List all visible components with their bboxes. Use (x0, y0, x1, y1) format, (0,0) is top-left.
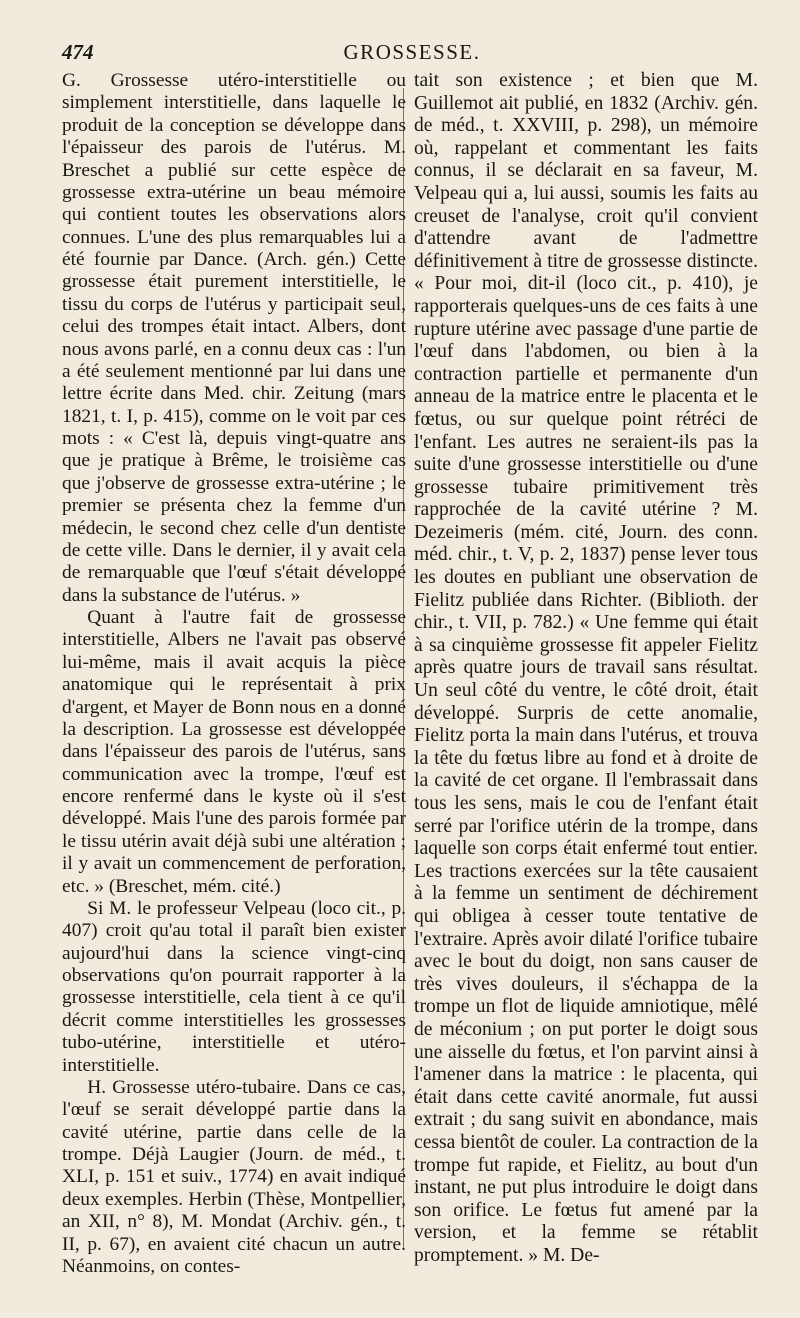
running-title: GROSSESSE. (343, 40, 481, 64)
running-head (62, 40, 762, 70)
paragraph-h-utero-tubal: H. Grossesse utéro-tubaire. Dans ce cas, l'œuf se serait développé partie dans la cavité utérine, partie dans celle de la trompe. Déjà Laugier (Journ. de méd., t. XLI, p. 151 et suiv., 1774) en avait indiqué deux exemples. Herbin (Thèse, Montpellier, an XII, n° 8), M. Mondat (Archiv. gén., t. II, p. 67), en avaient cité chacun un autre. Néanmoins, on contes- (62, 1076, 406, 1277)
paragraph-albers-specimen: Quant à l'autre fait de grossesse interstitielle, Albers ne l'avait pas observé lui-même, mais il avait acquis la pièce anatomique qui le représentait à prix d'argent, et Mayer de Bonn nous en a donné la description. La grossesse est développée dans l'épaisseur des parois de l'utérus, sans communication avec la trompe, l'œuf est encore renfermé dans le kyste où il s'est développé. Mais l'une des parois formée par le tissu utérin avait déjà subi une altération ; il y avait un commencement de perforation, etc. » (Breschet, mém. cité.) (62, 607, 406, 897)
paragraph-g-interstitial: G. Grossesse utéro-interstitielle ou simplement interstitielle, dans laquelle le produit de la conception se développe dans l'épaisseur des parois de l'utérus. M. Breschet a publié sur cette espèce de grossesse extra-utérine un beau mémoire qui contient toutes les observations alors connues. L'une des plus remarquables lui a été fournie par Dance. (Arch. gén.) Cette grossesse était purement interstitielle, le tissu du corps de l'utérus y participait seul, celui des trompes était intact. Albers, dont nous avons parlé, en a connu deux cas : l'un a été seulement mentionné par lui dans une lettre écrite dans Med. chir. Zeitung (mars 1821, t. I, p. 415), comme on le voit par ces mots : « C'est là, depuis vingt-quatre ans que je pratique à Brême, le troisième cas que j'observe de grossesse extra-utérine ; le premier se présenta chez la femme d'un médecin, le second chez celle d'un dentiste de cette ville. Dans le dernier, il y avait cela de remarquable que l'œuf s'était développé dans la substance de l'utérus. » (62, 70, 406, 606)
page-number: 474 (62, 40, 94, 64)
right-column (414, 70, 758, 1267)
paragraph-velpeau: Si M. le professeur Velpeau (loco cit., p. 407) croit qu'au total il paraît bien exister aujourd'hui dans la science vingt-cinq observations qu'on pourrait rapporter à la grossesse interstitielle, cela tient à ce qu'il décrit comme interstitielles les grossesses tubo-utérine, interstitielle et utéro-interstitielle. (62, 897, 406, 1076)
left-column (62, 70, 406, 1278)
paragraph-continuation: tait son existence ; et bien que M. Guillemot ait publié, en 1832 (Archiv. gén. de méd., t. XXVIII, p. 298), un mémoire où, rappelant et commentant les faits connus, il se déclarait en sa faveur, M. Velpeau qui a, lui aussi, soumis les faits au creuset de l'analyse, croit qu'il convient d'attendre avant de l'admettre définitivement à titre de grossesse distincte. « Pour moi, dit-il (loco cit., p. 410), je rapporterais quelques-uns de ces faits à une rupture utérine avec passage d'une partie de l'œuf dans l'abdomen, ou bien à la contraction partielle et permanente d'un anneau de la matrice entre le placenta et le fœtus, ou sur quelque point rétréci de l'enfant. Les autres ne seraient-ils pas la suite d'une grossesse interstitielle ou d'une grossesse tubaire primitivement très rapprochée de la cavité utérine ? M. Dezeimeris (mém. cité, Journ. des conn. méd. chir., t. V, p. 2, 1837) pense lever tous les doutes en publiant une observation de Fielitz publiée dans Richter. (Biblioth. der chir., t. VII, p. 782.) « Une femme qui était à sa cinquième grossesse fit appeler Fielitz après quatre jours de travail sans résultat. Un seul côté du ventre, le côté droit, était développé. Surpris de cette anomalie, Fielitz porta la main dans l'utérus, et trouva la tête du fœtus libre au fond et à droite de la cavité de cet organe. Il l'embrassait dans tous les sens, mais le cou de l'enfant était serré par l'orifice utérin de la trompe, dans laquelle son corps était enfermé tout entier. Les tractions exercées sur la tête causaient à la femme un sentiment de déchirement qui obligea à cesser toute tentative de l'extraire. Après avoir dilaté l'orifice tubaire avec le bout du doigt, non sans causer de très vives douleurs, il s'échappa de la trompe un flot de liquide amniotique, mêlé de méconium ; on put porter le doigt sous une aisselle du fœtus, et l'on parvint ainsi à l'amener dans la matrice : le placenta, qui était dans cette cavité anormale, fut aussi extrait ; du sang suivit en abondance, mais cessa bientôt de couler. La contraction de la trompe fut rapide, et Fielitz, au bout d'un instant, ne put plus introduire le doigt dans son orifice. Le fœtus fut amené par la version, et la femme se rétablit promptement. » M. De- (414, 70, 758, 1266)
